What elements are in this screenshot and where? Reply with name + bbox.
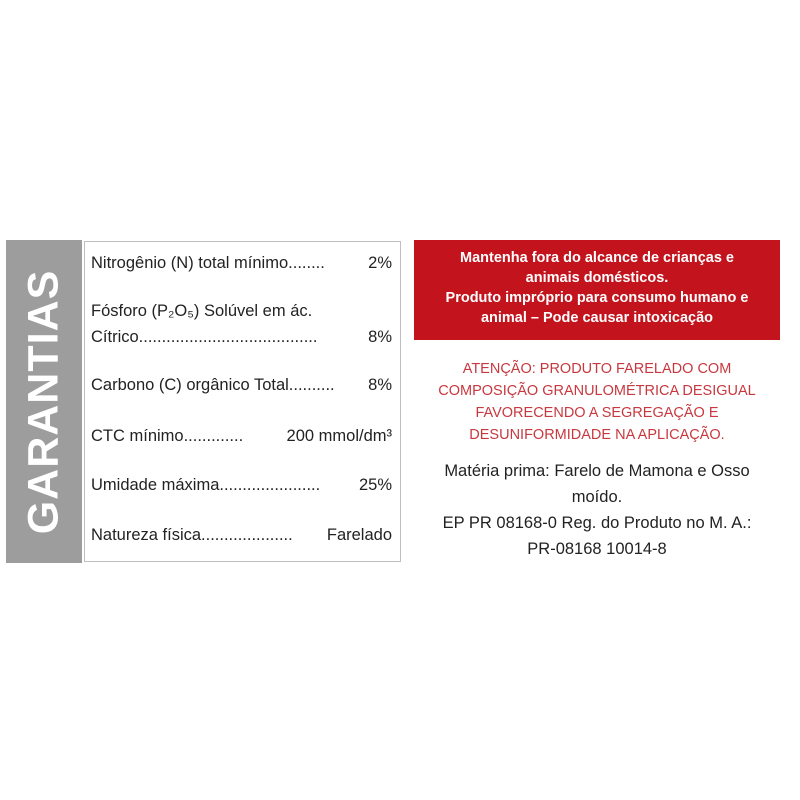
attention-line: DESUNIFORMIDADE NA APLICAÇÃO. (469, 427, 725, 443)
info-line: PR-08168 10014-8 (527, 540, 667, 558)
guarantee-row-ctc (91, 423, 392, 449)
guarantee-value: 200 mmol/dm³ (286, 427, 392, 445)
attention-notice (414, 358, 780, 446)
guarantee-value: 8% (368, 376, 392, 394)
garantias-title: GARANTIAS (19, 269, 68, 534)
warning-line: Mantenha fora do alcance de crianças e (460, 250, 734, 266)
warning-line: animal – Pode causar intoxicação (480, 310, 714, 326)
info-line: EP PR 08168-0 Reg. do Produto no M. A.: (442, 514, 752, 532)
guarantee-label: Fósforo (P₂O₅) Solúvel em ác. (91, 302, 313, 320)
guarantees-table (84, 241, 401, 562)
info-line: moído. (571, 488, 623, 506)
guarantee-row-nature (91, 522, 392, 548)
garantias-banner (6, 240, 82, 563)
attention-line: FAVORECENDO A SEGREGAÇÃO E (475, 405, 719, 421)
guarantee-row-phosphorus (91, 298, 392, 324)
guarantee-label: Carbono (C) orgânico Total.......... (91, 376, 335, 394)
guarantee-label: Umidade máxima...................... (91, 476, 321, 494)
guarantee-label: Nitrogênio (N) total mínimo........ (91, 254, 325, 272)
guarantee-label: Cítrico....................................... (91, 328, 318, 346)
product-info (414, 458, 780, 562)
guarantee-row-nitrogen (91, 250, 392, 276)
guarantee-row-phosphorus-cont (91, 324, 392, 350)
guarantee-value: 8% (368, 328, 392, 346)
warning-line: Produto impróprio para consumo humano e (445, 290, 749, 306)
guarantee-row-carbon (91, 372, 392, 398)
attention-line: COMPOSIÇÃO GRANULOMÉTRICA DESIGUAL (438, 383, 756, 399)
info-line: Matéria prima: Farelo de Mamona e Osso (444, 462, 750, 480)
guarantee-value: 2% (368, 254, 392, 272)
warning-line: animais domésticos. (525, 270, 669, 286)
attention-line: ATENÇÃO: PRODUTO FARELADO COM (462, 361, 732, 377)
guarantee-value: 25% (358, 476, 392, 494)
guarantee-value: Farelado (326, 526, 392, 544)
guarantee-row-humidity (91, 472, 392, 498)
guarantee-label: Natureza física.................... (91, 526, 293, 544)
guarantee-label: CTC mínimo............. (91, 427, 244, 445)
safety-warning (414, 240, 780, 340)
